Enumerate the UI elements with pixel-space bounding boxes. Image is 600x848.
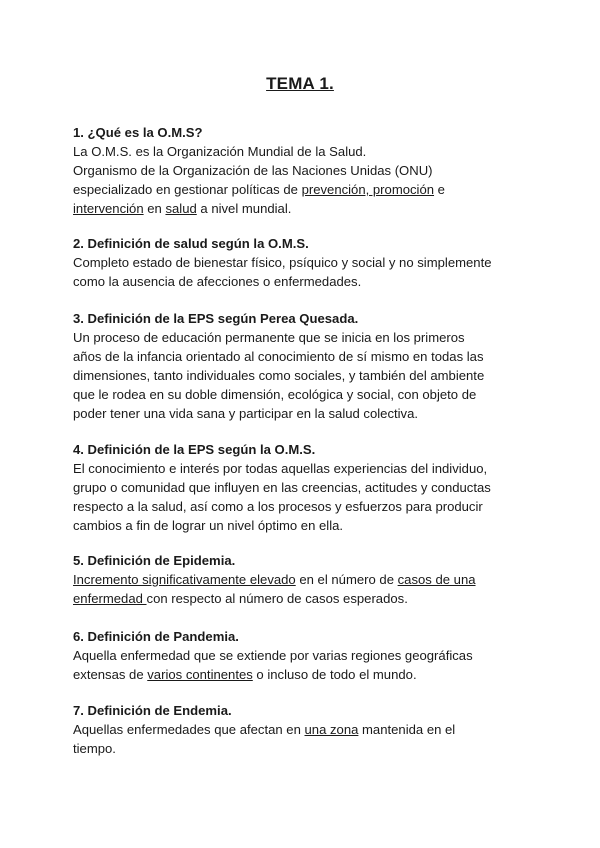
paragraph-line: respecto a la salud, así como a los procesos y esfuerzos para producir (73, 499, 483, 514)
paragraph-line: tiempo. (73, 741, 116, 756)
paragraph-line (73, 720, 543, 739)
underlined-text: intervención (73, 201, 144, 216)
paragraph-line (73, 589, 543, 608)
paragraph-line: dimensiones, tanto individuales como sociales, y también del ambiente (73, 368, 485, 383)
underlined-text: Incremento significativamente elevado (73, 572, 296, 587)
paragraph-line: Completo estado de bienestar físico, psíquico y social y no simplemente (73, 255, 492, 270)
underlined-text: varios continentes (147, 667, 253, 682)
paragraph-line: Aquella enfermedad que se extiende por varias regiones geográficas (73, 648, 473, 663)
underlined-text: una zona (304, 722, 359, 737)
paragraph-line (73, 570, 543, 589)
paragraph-line (73, 665, 543, 684)
text-run: especializado en gestionar políticas de (73, 182, 302, 197)
underlined-text: salud (165, 201, 197, 216)
underlined-text: casos de una (397, 572, 476, 587)
section-endemia (73, 701, 543, 758)
paragraph-line: que le rodea en su doble dimensión, ecológica y social, con objeto de (73, 387, 477, 402)
page-title: TEMA 1. (266, 74, 334, 93)
text-run: o incluso de todo el mundo. (252, 667, 417, 682)
text-run: Aquellas enfermedades que afectan en (73, 722, 305, 737)
text-run: mantenida en el (358, 722, 456, 737)
text-run: en el número de (295, 572, 398, 587)
paragraph-line: El conocimiento e interés por todas aquellas experiencias del individuo, (73, 461, 488, 476)
paragraph-line: Organismo de la Organización de las Naciones Unidas (ONU) (73, 163, 433, 178)
section-eps-oms (73, 440, 543, 535)
text-run: a nivel mundial. (196, 201, 292, 216)
section-heading: 2. Definición de salud según la O.M.S. (73, 236, 309, 251)
section-salud (73, 234, 543, 291)
underlined-text: enfermedad (73, 591, 147, 606)
section-oms (73, 123, 543, 218)
text-run: en (143, 201, 166, 216)
text-run: con respecto al número de casos esperados. (146, 591, 408, 606)
section-heading: 5. Definición de Epidemia. (73, 553, 236, 568)
paragraph-line: grupo o comunidad que influyen en las creencias, actitudes y conductas (73, 480, 491, 495)
paragraph-line: Un proceso de educación permanente que se inicia en los primeros (73, 330, 465, 345)
paragraph-line: poder tener una vida sana y participar en la salud colectiva. (73, 406, 419, 421)
section-heading: 4. Definición de la EPS según la O.M.S. (73, 442, 316, 457)
section-heading: 3. Definición de la EPS según Perea Quesada. (73, 311, 359, 326)
section-eps-perea (73, 309, 543, 423)
paragraph-line: como la ausencia de afecciones o enfermedades. (73, 274, 362, 289)
section-heading: 1. ¿Qué es la O.M.S? (73, 125, 203, 140)
paragraph-line: La O.M.S. es la Organización Mundial de la Salud. (73, 144, 367, 159)
underlined-text: prevención, promoción (301, 182, 435, 197)
paragraph-line: cambios a fin de lograr un nivel óptimo en ella. (73, 518, 344, 533)
section-heading: 6. Definición de Pandemia. (73, 629, 239, 644)
section-pandemia (73, 627, 543, 684)
text-run: extensas de (73, 667, 148, 682)
paragraph-line (73, 199, 543, 218)
paragraph-line (73, 180, 543, 199)
section-epidemia (73, 551, 543, 608)
paragraph-line: años de la infancia orientado al conocimiento de sí mismo en todas las (73, 349, 484, 364)
section-heading: 7. Definición de Endemia. (73, 703, 232, 718)
text-run: e (434, 182, 445, 197)
